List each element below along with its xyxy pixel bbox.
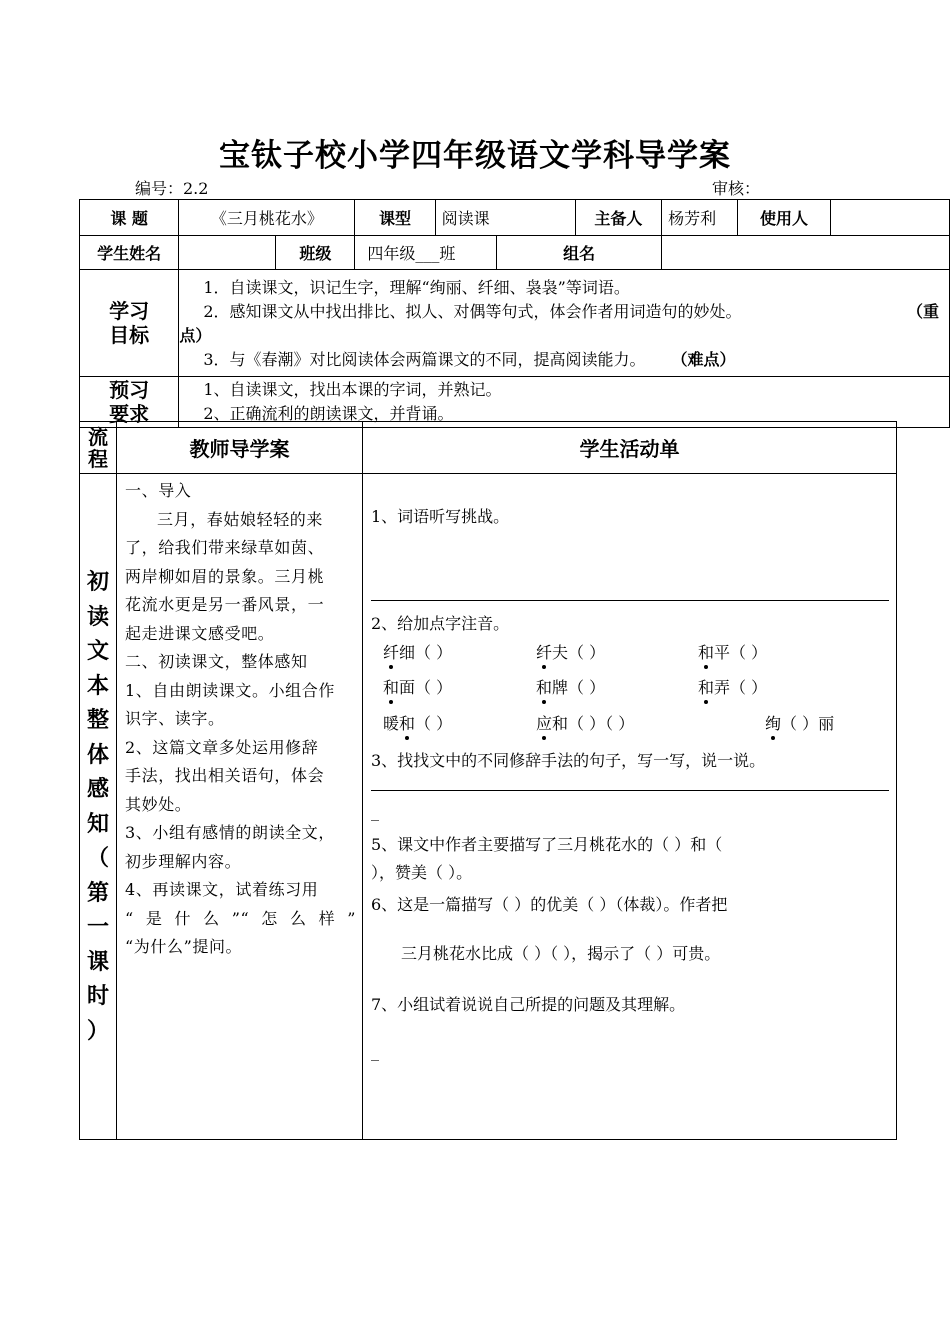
word-3-dotted: 和 <box>698 640 714 663</box>
flow-label <box>80 422 117 474</box>
preview-label-2: 要求 <box>109 402 150 426</box>
word-6-dotted: 和 <box>698 675 714 698</box>
blank-dash: _ <box>371 802 379 821</box>
word-6 <box>698 675 767 698</box>
flow-label-1: 流 <box>88 424 108 449</box>
preparer-label: 主备人 <box>575 200 662 236</box>
teacher-line: 三月，春姑娘轻轻的来 <box>157 509 324 529</box>
teacher-line: 识字、读字。 <box>125 709 225 728</box>
student-name-value <box>179 236 276 270</box>
stage-char: 感 <box>86 777 109 802</box>
word-2-post: 夫（ ） <box>552 643 606 662</box>
type-value: 阅读课 <box>435 200 575 236</box>
topic-value: 《三月桃花水》 <box>179 200 355 236</box>
flow-table <box>79 421 897 1140</box>
word-3 <box>698 640 767 663</box>
student-activity <box>363 474 897 1140</box>
preview-item-2: 2、正确流利的朗读课文，并背诵。 <box>203 404 454 423</box>
stage-char: 一 <box>86 915 109 940</box>
type-label: 课型 <box>355 200 435 236</box>
teacher-line: 二、初读课文，整体感知 <box>125 652 308 671</box>
word-5-post: 牌（ ） <box>552 678 606 697</box>
stage-char: 初 <box>86 570 109 595</box>
user-value <box>830 200 949 236</box>
teacher-line: “是什么”“怎么样” <box>125 908 356 928</box>
goal-key-zhong: （重 <box>906 302 939 321</box>
stage-char: ） <box>86 1018 109 1044</box>
document-number: 编号：2.2 <box>135 179 209 198</box>
goal-key-difficulty: （难点） <box>679 350 736 369</box>
question-5-b: ），赞美（ ）。 <box>371 863 473 882</box>
teacher-line: 花流水更是另一番风景，一 <box>125 595 325 614</box>
preview-content <box>179 377 950 428</box>
word-9-post: （ ）丽 <box>781 714 835 733</box>
preparer-value: 杨芳利 <box>662 200 738 236</box>
question-6-a: 6、这是一篇描写（ ）的优美（ ）（体裁）。作者把 <box>371 895 728 914</box>
goals-content <box>179 270 950 377</box>
group-value <box>662 236 950 270</box>
question-2: 2、给加点字注音。 <box>371 614 510 633</box>
teacher-line: 1、自由朗读课文。小组合作 <box>125 680 335 700</box>
word-4-post: 面（ ） <box>399 678 453 697</box>
goal-item-3 <box>203 348 939 372</box>
stage-char: 体 <box>86 742 109 768</box>
flow-label-2: 程 <box>88 446 108 471</box>
teacher-line: 了，给我们带来绿草如茵、 <box>125 538 325 557</box>
class-value: 四年级___班 <box>355 236 497 270</box>
word-6-post: 弄（ ） <box>714 678 768 697</box>
word-2-dotted: 纤 <box>536 640 552 663</box>
goal-key-dian: 点） <box>179 326 212 345</box>
word-7-pre: 暖 <box>383 714 400 733</box>
question-3: 3、找找文中的不同修辞手法的句子，写一写，说一说。 <box>371 751 766 770</box>
answer-line <box>371 790 889 791</box>
user-label: 使用人 <box>738 200 830 236</box>
answer-line <box>371 600 889 601</box>
word-4 <box>383 675 452 698</box>
teacher-guide <box>117 474 363 1140</box>
page-title: 宝钛子校小学四年级语文学科导学案 <box>219 138 731 174</box>
goal-item-2-text: 2．感知课文从中找出排比、拟人、对偶等句式，体会作者用词造句的妙处。 <box>203 302 742 321</box>
word-7-dotted: 和 <box>399 711 415 734</box>
stage-char: 第 <box>86 880 109 906</box>
question-6-b: 三月桃花水比成（ ）（ ），揭示了（ ）可贵。 <box>401 944 721 963</box>
stage-char: 整 <box>86 708 109 733</box>
stage-char: 课 <box>86 949 109 975</box>
word-9 <box>765 711 834 734</box>
word-7-post: （ ） <box>415 714 453 733</box>
word-5-dotted: 和 <box>536 675 552 698</box>
class-label: 班级 <box>276 236 355 270</box>
word-8-post: 和（ ）（ ） <box>552 714 635 733</box>
word-2 <box>536 640 605 663</box>
teacher-line: 两岸柳如眉的景象。三月桃 <box>125 566 325 586</box>
word-8-dotted: 应 <box>536 711 552 734</box>
group-label: 组名 <box>496 236 661 270</box>
word-1-dotted: 纤 <box>383 640 399 663</box>
stage-char: 时 <box>86 984 109 1009</box>
teacher-line: “为什么”提问。 <box>125 937 243 956</box>
preview-label-1: 预习 <box>109 378 150 402</box>
stage-char: 文 <box>86 639 109 664</box>
teacher-header: 教师导学案 <box>117 422 363 474</box>
word-5 <box>536 675 605 698</box>
topic-label: 课 题 <box>80 200 179 236</box>
preview-item-1: 1、自读课文，找出本课的字词，并熟记。 <box>203 380 502 399</box>
teacher-line: 3、小组有感情的朗读全文， <box>125 823 335 842</box>
goal-item-1: 1．自读课文，识记生字，理解“绚丽、纤细、袅袅”等词语。 <box>203 278 630 297</box>
word-4-dotted: 和 <box>383 675 399 698</box>
stage-char: （ <box>86 846 109 871</box>
teacher-line: 初步理解内容。 <box>125 851 242 871</box>
teacher-line: 其妙处。 <box>125 794 192 814</box>
teacher-line: 2、这篇文章多处运用修辞 <box>125 737 319 757</box>
goals-label <box>80 270 179 377</box>
review-label: 审核： <box>712 179 761 198</box>
teacher-line: 一、导入 <box>125 481 192 500</box>
student-header: 学生活动单 <box>363 422 897 474</box>
goal-item-3-text: 3．与《春潮》对比阅读体会两篇课文的不同，提高阅读能力。 <box>203 350 646 369</box>
stage-char: 读 <box>86 604 109 630</box>
goals-label-1: 学习 <box>109 299 150 323</box>
word-3-post: 平（ ） <box>714 643 768 662</box>
word-9-dotted: 绚 <box>765 711 781 734</box>
question-7: 7、小组试着说说自己所提的问题及其理解。 <box>371 995 686 1014</box>
teacher-line: 4、再读课文，试着练习用 <box>125 880 319 899</box>
preview-label <box>80 377 179 428</box>
word-1-post: 细（ ） <box>399 643 453 662</box>
question-1: 1、词语听写挑战。 <box>371 507 510 526</box>
goals-label-2: 目标 <box>109 323 150 347</box>
word-1 <box>383 640 452 663</box>
goal-item-2 <box>203 300 939 324</box>
info-table <box>79 199 950 428</box>
stage-label <box>80 474 117 1140</box>
stage-char: 知 <box>86 811 109 837</box>
word-7 <box>383 711 452 734</box>
student-name-label: 学生姓名 <box>80 236 179 270</box>
question-5-a: 5、课文中作者主要描写了三月桃花水的（ ）和（ <box>371 835 723 854</box>
blank-dash: _ <box>371 1042 379 1061</box>
stage-char: 本 <box>86 673 109 699</box>
teacher-line: 手法，找出相关语句，体会 <box>125 766 325 785</box>
teacher-line: 起走进课文感受吧。 <box>125 623 275 643</box>
word-8 <box>536 711 634 734</box>
